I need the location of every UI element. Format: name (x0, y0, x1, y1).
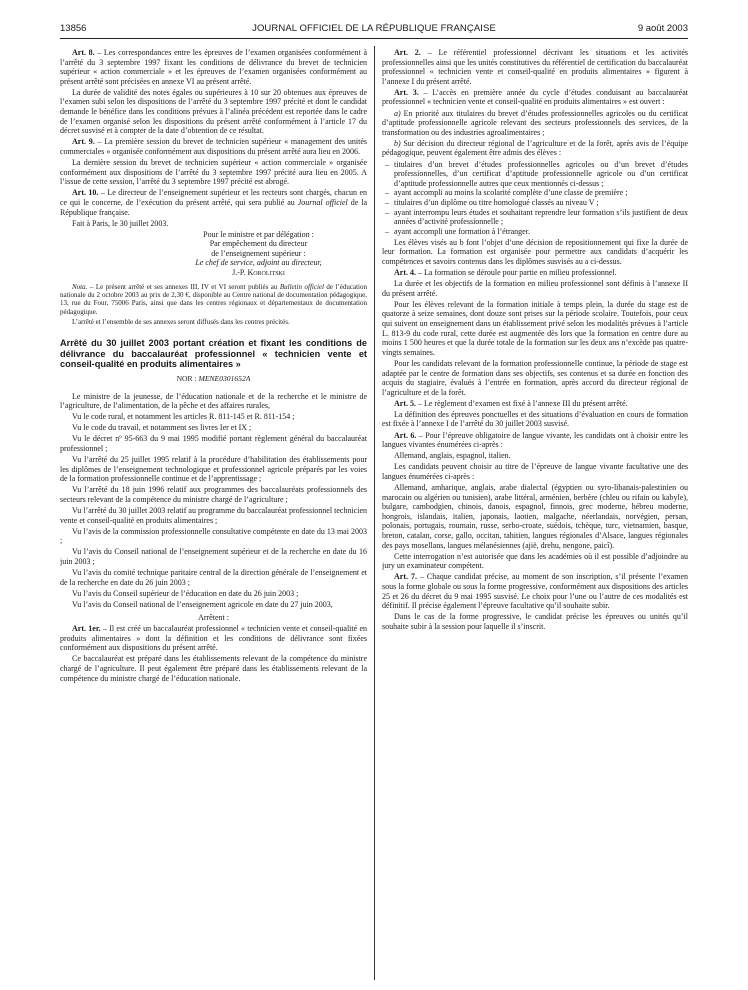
article-1 (60, 624, 367, 653)
article-label: Art. 9. (72, 137, 95, 147)
article-text: – Chaque candidat précise, au moment de son inscription, s’il présente l’examen sous la forme globale ou sous la forme progressive, conformément aux dispositions des articles 25 et 26 du décret du 9 mai 1995 susvisé. Le choix pour l’une ou l’autre de ces modalités est définitif. Il précise également l’épreuve facultative qu’il souhaite subir. (382, 572, 688, 611)
signatory-name (60, 268, 367, 278)
article-label: Art. 8. (72, 48, 95, 57)
article-text: – La formation se déroule pour partie en milieu professionnel. (416, 268, 617, 278)
left-column (60, 48, 367, 978)
clause-letter: a) (394, 108, 401, 118)
visa-paragraph: Vu l’avis du Conseil national de l’enseignement supérieur et de la recherche en date du 16 juin 2003 ; (60, 547, 367, 567)
article-8 (60, 48, 367, 86)
paragraph: Cette interrogation n’est autorisée que dans les académies où il est possible d’adjoindre au jury un examinateur compétent. (382, 551, 688, 571)
paragraph: Allemand, amharique, anglais, arabe dialectal (égyptien ou syro-libanais-palestinien ou marocain ou algérien ou tunisien), arabe littéral, arménien, berbère (chleu ou rifain ou kabyle), bulgare, cambodgien, chinois, danois, espagnol, finnois, grec moderne, hébreu moderne, hongrois, islandais, italien, japonais, laotien, malgache, néerlandais, norvégien, persan, polonais, portugais, roumain, russe, serbo-croate, suédois, tchèque, turc, vietnamien, basque, breton, catalan, corse, gallo, occitan, tahitien, langues régionales d’Alsace, langues régionales des pays mosellans, langues mélanésiennes (ajië, drehu, nengone, paicî). (382, 483, 688, 550)
article-text: – Il est créé un baccalauréat professionnel « technicien vente et conseil-qualité en produits alimentaires » dont la définition et les conditions de délivrance sont fixées conformément aux dispositions du présent arrêté. (60, 624, 367, 653)
page-header (60, 23, 688, 35)
page-number: 13856 (60, 23, 87, 34)
publication-date: 9 août 2003 (637, 23, 688, 34)
bulletin-ref: Bulletin officiel (279, 282, 324, 291)
article-text: – La première session du brevet de technicien supérieur « management des unités commerciales » organisée conformément aux dispositions du présent arrêté aura lieu en 2006. (60, 137, 367, 156)
column-divider (374, 46, 375, 980)
list-item: – ayant interrompu leurs études et souhaitant reprendre leur formation s’ils justifient de deux années d’activité professionnelle ; (394, 208, 688, 227)
visa-paragraph: Vu le décret nº 95-663 du 9 mai 1995 modifié portant règlement général du baccalauréat professionnel ; (60, 434, 367, 454)
paragraph: Ce baccalauréat est préparé dans les établissements relevant de la compétence du ministre chargé de l’agriculture. Il peut également être préparé dans les établissements relevant de la compétence du ministre chargé de l’éducation nationale. (60, 654, 367, 683)
article-label: Art. 1er. (72, 624, 101, 634)
journal-officiel-ref: Journal officiel (297, 197, 348, 207)
paragraph: Dans le cas de la forme progressive, le candidat précise les épreuves ou unités qu’il souhaite subir à la session pour laquelle il s’inscrit. (382, 612, 688, 631)
signature-block (60, 230, 367, 278)
article-text-end: de la République française. (60, 197, 367, 217)
article-9 (60, 137, 367, 156)
clause-letter: b) (394, 138, 401, 148)
article-7 (382, 572, 688, 610)
visa-paragraph: Vu le code du travail, et notamment ses livres Ier et IX ; (72, 423, 252, 433)
paragraph: Les candidats peuvent choisir au titre de l’épreuve de langue vivante facultative une des langues énumérées ci-après : (382, 462, 688, 481)
signature-line: Pour le ministre et par délégation : (203, 229, 314, 239)
signature-line: Par empêchement du directeur (209, 239, 308, 249)
nor-label: NOR : (176, 373, 199, 383)
visa-paragraph: Vu l’arrêté du 25 juillet 1995 relatif à la procédure d’habilitation des établissements pour les diplômes de l’enseignement technologique et professionnel agricole préparés par les voies de la formation professionnelle continue et de l’apprentissage ; (60, 455, 367, 484)
list-item: – ayant accompli une formation à l’étranger. (394, 227, 688, 237)
admission-list (382, 160, 688, 237)
article-label: Art. 4. (394, 268, 416, 278)
article-2 (382, 48, 688, 86)
clause-text: En priorité aux titulaires du brevet d’études professionnelles agricoles ou du certificat d’aptitude professionnelle agricole relevant des secteurs professionnels des services, de la transformation ou des industries agroalimentaires ; (382, 108, 688, 137)
nor-code: MENE0301652A (198, 373, 251, 383)
fait-a-paris: Fait à Paris, le 30 juillet 2003. (72, 218, 169, 228)
nota (60, 283, 367, 317)
visa-paragraph: Vu le code rural, et notamment les articles R. 811-145 et R. 811-154 ; (72, 412, 295, 422)
paragraph: La durée et les objectifs de la formation en milieu professionnel sont définis à l’annexe II du présent arrêté. (382, 279, 688, 298)
paragraph: La durée de validité des notes égales ou supérieures à 10 sur 20 obtenues aux épreuves de l’examen subi selon les dispositions de l’arrêté du 3 septembre 1997 précité et dont le candidat demande le bénéfice dans les conditions prévues à l’alinéa précédent est reportée dans le cadre de l’examen organisé selon les dispositions du présent arrêté conformément à l’article 17 du décret susvisé et à compter de la date d’obtention de ce résultat. (60, 87, 367, 136)
signature-title: Le chef de service, adjoint au directeur, (195, 258, 322, 268)
article-5 (382, 399, 688, 409)
header-rule (60, 38, 688, 39)
clause-text: Sur décision du directeur régional de l’agriculture et de la forêt, après avis de l’équipe pédagogique, peuvent également être admis des élèves : (382, 138, 688, 158)
list-item: – ayant accompli au moins la scolarité complète d’une classe de première ; (394, 188, 688, 198)
list-item: – titulaires d’un diplôme ou titre homologué classés au niveau V ; (394, 198, 688, 208)
article-text: – Le directeur de l’enseignement supérieur et les recteurs sont chargés, chacun en ce qui le concerne, de l’exécution du présent arrêté, qui sera publié au (60, 188, 367, 207)
clause-a (382, 109, 688, 138)
paragraph: Pour les élèves relevant de la formation initiale à temps plein, la durée du stage est de quatorze à seize semaines, dont douze sont prises sur la période scolaire. Toutefois, pour ceux qui suivent un enseignement dans un établissement privé selon les modalités prévues à l’article L. 813-9 du code rural, cette durée est augmentée dès lors que la formation en centre dure au moins 1 500 heures et que la durée totale de la formation sur les deux ans n’excède pas quatre-vingts semaines. (382, 299, 688, 357)
article-text: – Le référentiel professionnel décrivant les situations et les activités professionnelles ainsi que les unités constitutives du référentiel de certification du baccalauréat professionnel « technicien vente et conseil-qualité en produits alimentaires » figurent à l’annexe I du présent arrêté. (382, 48, 688, 86)
nota-text: – Le présent arrêté et ses annexes III, IV et VI seront publiés au (87, 282, 280, 291)
article-text: – Le règlement d’examen est fixé à l’annexe III du présent arrêté. (416, 398, 628, 408)
clause-b (382, 139, 688, 158)
article-label: Art. 2. (394, 48, 421, 57)
signatory-initials: J.-P. (232, 268, 248, 278)
visa-paragraph: Vu l’arrêté du 30 juillet 2003 relatif au programme du baccalauréat professionnel technicien vente et conseil-qualité en produits alimentaires ; (60, 506, 367, 525)
article-label: Art. 7. (394, 572, 417, 582)
article-3 (382, 88, 688, 107)
paragraph: Allemand, anglais, espagnol, italien. (394, 451, 511, 461)
journal-title: JOURNAL OFFICIEL DE LA RÉPUBLIQUE FRANÇAISE (252, 23, 496, 34)
paragraph: Les élèves visés au b font l’objet d’une décision de repositionnement qui fixe la durée de leur formation. La formation est organisée pour permettre aux candidats d’acquérir les compétences et savoirs contenus dans les diplômes susvisés au a ci-dessus. (382, 237, 688, 266)
visa-paragraph: Vu l’avis de la commission professionnelle consultative compétente en date du 13 mai 2003 ; (60, 526, 367, 546)
article-4 (382, 268, 688, 278)
nor-reference (60, 374, 367, 384)
visa-paragraph: Vu l’avis du Conseil supérieur de l’éducation en date du 26 juin 2003 ; (72, 588, 299, 598)
paragraph: Pour les candidats relevant de la formation professionnelle continue, la période de stage est adaptée par le centre de formation dans ses objectifs, ses contenus et sa durée en fonction des acquis du stagiaire, évalués à l’entrée en formation, après accord du directeur régional de l’agriculture et de la forêt. (382, 358, 688, 397)
list-item: – titulaires d’un brevet d’études professionnelles agricoles ou d’un brevet d’études professionnelles, d’un certificat d’aptitude professionnelle agricole ou d’un certificat d’aptitude professionnelle autres que ceux mentionnés ci-dessus ; (394, 160, 688, 189)
article-10 (60, 188, 367, 217)
article-text: – L’accès en première année du cycle d’études conduisant au baccalauréat professionnel « technicien vente et conseil-qualité en produits alimentaires » est ouvert : (382, 87, 688, 107)
right-column (382, 48, 688, 978)
nota-paragraph: L’arrêté et l’ensemble de ses annexes seront diffusés dans les centres précités. (72, 317, 290, 326)
arretent: Arrêtent : (198, 612, 229, 622)
visa-paragraph: Vu l’avis du Conseil national de l’enseignement agricole en date du 27 juin 2003, (72, 599, 333, 609)
paragraph: La définition des épreuves ponctuelles et des situations d’évaluation en cours de formation est fixée à l’annexe I de l’arrêté du 30 juillet 2003 susvisé. (382, 409, 688, 429)
nota-text-end: de l’éducation nationale du 2 octobre 2003 au prix de 2,30 €, disponible au Centre national de documentation pédagogique, 13, rue du Four, 75006 Paris, ainsi que dans les centres régionaux et départementaux de documentation pédagogique. (60, 282, 367, 316)
article-label: Art. 3. (394, 87, 419, 97)
signature-line: de l’enseignement supérieur : (211, 248, 306, 258)
article-6 (382, 431, 688, 450)
visa-paragraph: Le ministre de la jeunesse, de l’éducation nationale et de la recherche et le ministre de l’agriculture, de l’alimentation, de la pêche et des affaires rurales, (60, 391, 367, 411)
signatory-surname: Korolitski (247, 268, 285, 278)
article-label: Art. 5. (394, 398, 416, 408)
nota-label: Nota. (72, 282, 88, 291)
article-text: – Les correspondances entre les épreuves de l’examen organisées conformément à l’arrêté du 3 septembre 1997 fixant les conditions de délivrance du brevet de technicien supérieur « action commerciale » et les épreuves de l’examen organisées conformément au présent arrêté sont précisées en annexe VI au présent arrêté. (60, 48, 367, 86)
arrete-title: Arrêté du 30 juillet 2003 portant création et fixant les conditions de délivrance du baccalauréat professionnel « technicien vente et conseil-qualité en produits alimentaires » (60, 338, 367, 370)
article-label: Art. 10. (72, 188, 99, 198)
article-text: – Pour l’épreuve obligatoire de langue vivante, les candidats ont à choisir entre les langues vivantes énumérées ci-après : (382, 430, 688, 450)
article-label: Art. 6. (394, 430, 417, 440)
visa-paragraph: Vu l’arrêté du 18 juin 1996 relatif aux programmes des baccalauréats professionnels des secteurs relevant de la compétence du ministre chargé de l’agriculture ; (60, 485, 367, 504)
visa-paragraph: Vu l’avis du comité technique paritaire central de la direction générale de l’enseignement et de la recherche en date du 26 juin 2003 ; (60, 568, 367, 587)
paragraph: La dernière session du brevet de technicien supérieur « action commerciale » organisée conformément aux dispositions de l’arrêté du 3 septembre 1997 précité aura lieu en 2005. A l’issue de cette session, l’arrêté du 3 septembre 1997 précité est abrogé. (60, 158, 367, 187)
